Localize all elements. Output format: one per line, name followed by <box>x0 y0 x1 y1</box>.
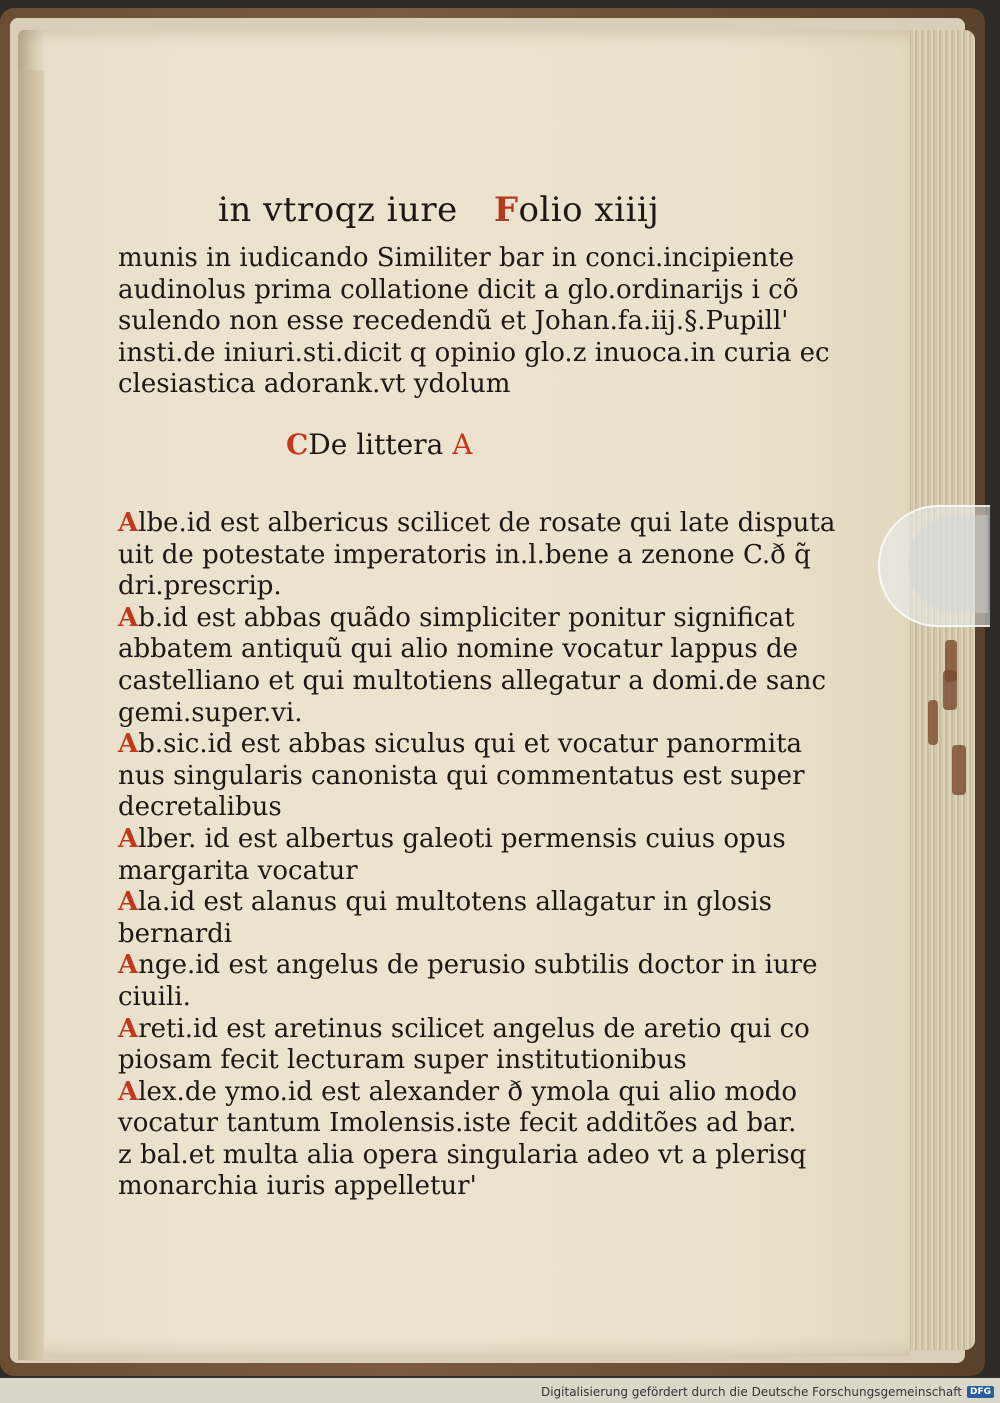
edge-stain <box>945 640 957 682</box>
abbreviation-entries <box>118 508 836 1203</box>
entry-text: lbe.id est albericus scilicet de rosate qui late disputa <box>138 508 836 538</box>
section-heading-letter: A <box>452 428 473 461</box>
section-heading-text: De littera <box>308 428 453 461</box>
entry-first-line <box>118 729 803 761</box>
rubricated-initial: A <box>118 729 139 760</box>
dfg-logo: DFG <box>967 1386 994 1398</box>
entry-text: uit de potestate imperatoris in.l.bene a zenone C.ð q̃ <box>118 539 811 570</box>
entry-first-line <box>118 887 772 919</box>
entry-first-line <box>118 602 795 635</box>
intro-line: munis in iudicando Similiter bar in conci.incipiente <box>118 243 795 273</box>
entry-text: abbatem antiquũ qui alio nomine vocatur lappus de <box>118 634 799 665</box>
digitization-credit <box>541 1385 994 1399</box>
entry-line <box>118 1108 797 1140</box>
rubricated-initial: A <box>118 887 139 918</box>
folio-number: olio xiiij <box>518 190 660 230</box>
entry-line <box>118 634 799 666</box>
section-heading <box>286 428 472 461</box>
rubricated-initial: A <box>118 1013 139 1044</box>
entry-line <box>118 539 811 572</box>
entry-line <box>118 1045 750 1077</box>
page-edges <box>900 30 975 1350</box>
entry-first-line <box>118 508 836 540</box>
entry-text: b.id est abbas quãdo simpliciter ponitur significat <box>138 602 795 633</box>
entry-line <box>118 1139 807 1172</box>
credit-text: Digitalisierung gefördert durch die Deutsche Forschungsgemeinschaft <box>540 1385 962 1399</box>
entry-line <box>118 856 750 888</box>
rubricated-initial: A <box>118 508 139 538</box>
entry-line <box>118 919 750 951</box>
pilcrow-mark: C <box>286 428 309 461</box>
edge-stain <box>928 700 938 745</box>
entry-text: castelliano et qui multotiens allegatur a domi.de sanc <box>118 665 827 696</box>
page-gutter <box>18 70 44 1360</box>
rubricated-initial: A <box>118 602 139 633</box>
intro-line: sulendo non esse recedendũ et Johan.fa.iij.§.Pupill' <box>118 306 789 336</box>
entry-text: ciuili. <box>118 981 191 1012</box>
folio-initial: F <box>493 190 519 230</box>
entry-line <box>118 792 750 824</box>
entry-text: gemi.super.vi. <box>118 697 303 728</box>
entry-text: dri.prescrip. <box>118 571 282 602</box>
entry-text: piosam fecit lecturam super institutionibus <box>118 1045 687 1076</box>
entry-line <box>118 698 750 730</box>
entry-text: la.id est alanus qui multotens allagatur in glosis <box>138 887 772 918</box>
entry-text: decretalibus <box>118 792 282 823</box>
entry-text: lber. id est albertus galeoti permensis cuius opus <box>138 823 786 854</box>
intro-line: insti.de iniuri.sti.dicit q opinio glo.z inuoca.in curia ec <box>118 337 830 368</box>
entry-first-line <box>118 1076 798 1109</box>
edge-stain <box>952 745 966 795</box>
rubricated-initial: A <box>118 823 139 854</box>
entry-text: nus singularis canonista qui commentatus est super <box>118 760 805 791</box>
intro-paragraph <box>118 243 830 401</box>
entry-text: margarita vocatur <box>118 855 358 886</box>
intro-line: audinolus prima collatione dicit a glo.ordinarijs i cõ <box>118 274 799 305</box>
entry-text: nge.id est angelus de perusio subtilis doctor in iure <box>138 950 818 981</box>
running-head-title: in vtroqz iure <box>218 190 458 230</box>
book-page <box>18 30 910 1356</box>
entry-line <box>118 760 805 793</box>
running-head <box>218 190 659 230</box>
entry-text: vocatur tantum Imolensis.iste fecit additões ad bar. <box>118 1108 797 1139</box>
entry-line <box>118 982 750 1014</box>
entry-text: lex.de ymo.id est alexander ð ymola qui alio modo <box>138 1076 798 1107</box>
entry-line <box>118 665 827 698</box>
entry-text: reti.id est aretinus scilicet angelus de aretio qui co <box>138 1013 810 1044</box>
intro-line: clesiastica adorank.vt ydolum <box>118 369 511 399</box>
entry-text: z bal.et multa alia opera singularia adeo vt a plerisq <box>118 1139 807 1170</box>
entry-text: monarchia iuris appelletur' <box>118 1171 477 1202</box>
rubricated-initial: A <box>118 1076 139 1107</box>
entry-first-line <box>118 1013 810 1046</box>
rubricated-initial: A <box>118 950 139 981</box>
entry-line <box>118 571 750 603</box>
entry-text: b.sic.id est abbas siculus qui et vocatur panormita <box>138 729 803 760</box>
entry-text: bernardi <box>118 918 233 949</box>
entry-first-line <box>118 950 818 982</box>
entry-line <box>118 1171 750 1203</box>
entry-first-line <box>118 823 786 856</box>
